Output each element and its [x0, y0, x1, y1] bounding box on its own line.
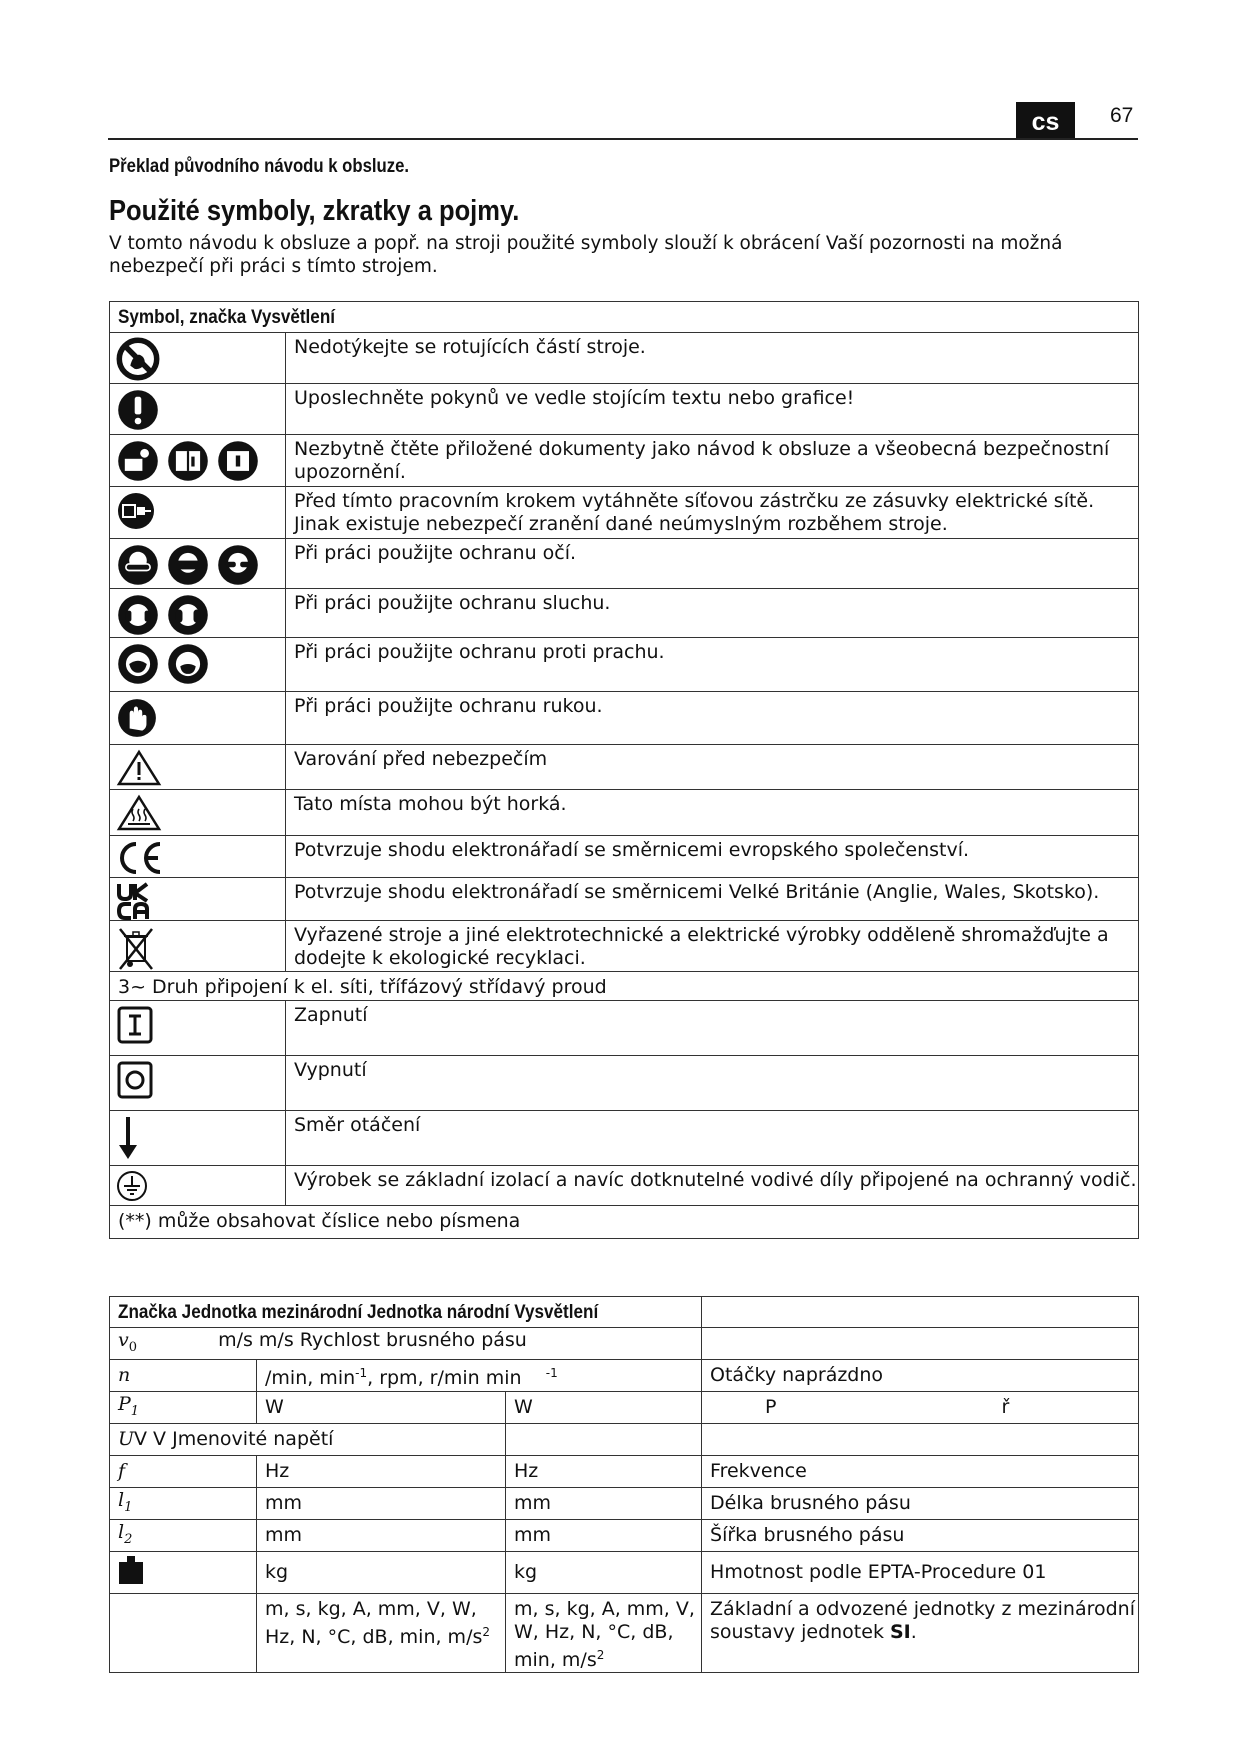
unit-symbol: f [118, 1460, 126, 1482]
page-number: 67 [1110, 104, 1134, 127]
unit-explanation: Základní a odvozené jednotky z mezinárodní soustavy jednotek [710, 1598, 1136, 1643]
table-row [110, 1111, 1139, 1166]
switch-on-icon [116, 1005, 154, 1045]
symbol-description: Zapnutí [286, 1001, 1139, 1056]
unit-symbol: l [118, 1520, 125, 1543]
units-table-header [110, 1297, 1139, 1328]
unit-international: Hz [257, 1456, 506, 1488]
table-row [110, 1056, 1139, 1111]
unit-explanation-a: P [765, 1396, 777, 1418]
symbols-table [109, 301, 1139, 1239]
table-row [110, 1594, 1139, 1673]
weight-icon [118, 1555, 144, 1585]
unit-explanation: Délka brusného pásu [702, 1488, 1139, 1520]
table-row [110, 435, 1139, 487]
hot-surface-icon [116, 794, 162, 832]
table-row [110, 1520, 1139, 1552]
table-row [110, 921, 1139, 972]
table-row [110, 1552, 1139, 1594]
table-row [110, 1360, 1139, 1392]
three-phase-row: 3~ Druh připojení k el. síti, třífázový střídavý proud [110, 972, 1139, 1001]
unit-national: mm [506, 1520, 702, 1552]
goggles-icon [116, 543, 160, 587]
unit-symbol-subscript: 1 [124, 1499, 133, 1515]
unit-explanation-end: . [910, 1621, 917, 1643]
symbol-description: Vypnutí [286, 1056, 1139, 1111]
unit-international: /min, min [265, 1366, 356, 1389]
warning-triangle-icon [116, 749, 162, 787]
symbol-description: Při práci použijte ochranu očí. [286, 539, 1139, 589]
unit-national: kg [506, 1552, 702, 1594]
table-row [110, 333, 1139, 384]
ce-mark-icon [116, 840, 166, 876]
table-row [110, 1166, 1139, 1206]
units-header-text: Značka Jednotka mezinárodní Jednotka národní Vysvětlení [118, 1301, 599, 1323]
language-badge: cs [1016, 102, 1075, 138]
symbol-description: Potvrzuje shodu elektronářadí se směrnicemi Velké Británie (Anglie, Wales, Skotsko). [286, 878, 1139, 921]
symbol-description: Uposlechněte pokynů ve vedle stojícím textu nebo grafice! [286, 384, 1139, 435]
unit-national: mm [506, 1488, 702, 1520]
symbols-header-text: Symbol, značka Vysvětlení [118, 306, 336, 328]
table-row [110, 589, 1139, 638]
protective-earth-icon [116, 1170, 148, 1202]
table-row [110, 745, 1139, 790]
table-row [110, 692, 1139, 745]
exclamation-icon [116, 388, 160, 432]
document-subtitle: Překlad původního návodu k obsluze. [109, 156, 410, 177]
table-row [110, 1488, 1139, 1520]
unit-international: W [257, 1392, 506, 1424]
symbol-description: Před tímto pracovním krokem vytáhněte síťovou zástrčku ze zásuvky elektrické sítě. Jinak existuje nebezpečí zranění dané neúmyslným rozběhem stroje. [286, 487, 1139, 539]
unit-international: mm [257, 1488, 506, 1520]
si-abbreviation: SI [890, 1621, 911, 1643]
table-row [110, 1206, 1139, 1239]
unit-explanation: Šířka brusného pásu [702, 1520, 1139, 1552]
table-row [110, 487, 1139, 539]
symbols-table-header [110, 302, 1139, 333]
unit-symbol: $v_0$ [118, 1328, 138, 1355]
table-row [110, 539, 1139, 589]
symbol-description: Při práci použijte ochranu proti prachu. [286, 638, 1139, 692]
unit-explanation: Hmotnost podle EPTA-Procedure 01 [702, 1552, 1139, 1594]
unplug-icon [116, 491, 156, 531]
unit-international-exponent: -1 [355, 1365, 368, 1380]
table-row [110, 1456, 1139, 1488]
unit-national: m, s, kg, A, mm, V, W, Hz, N, °C, dB, min, m/s [514, 1598, 695, 1671]
header-rule [108, 138, 1138, 140]
ear-protection-icon [166, 593, 210, 637]
unit-symbol: P [118, 1392, 131, 1415]
glasses-icon [216, 543, 260, 587]
unit-international-exponent: 2 [482, 1625, 491, 1639]
table-row [110, 384, 1139, 435]
table-row [110, 790, 1139, 836]
no-touch-rotating-icon [116, 337, 160, 381]
unit-symbol: U [118, 1428, 135, 1450]
face-shield-icon [166, 543, 210, 587]
symbol-description: Směr otáčení [286, 1111, 1139, 1166]
unit-explanation: Frekvence [702, 1456, 1139, 1488]
unit-international: m, s, kg, A, mm, V, W, Hz, N, °C, dB, min, m/s [265, 1598, 483, 1648]
unit-national-exponent: 2 [596, 1648, 605, 1662]
table-row [110, 1001, 1139, 1056]
table-row [110, 1392, 1139, 1424]
unit-row-text: m/s m/s Rychlost brusného pásu [218, 1328, 527, 1351]
table-row [110, 1328, 1139, 1360]
table-row [110, 878, 1139, 921]
unit-row-text: V V Jmenovité napětí [134, 1428, 334, 1450]
table-row [110, 972, 1139, 1001]
symbol-description: Vyřazené stroje a jiné elektrotechnické a elektrické výrobky odděleně shromažďujte a dodejte k ekologické recyklaci. [286, 921, 1139, 972]
unit-international: kg [257, 1552, 506, 1594]
unit-national-exponent: -1 [545, 1365, 558, 1380]
symbol-description: Varování před nebezpečím [286, 745, 1139, 790]
symbols-footnote: (**) může obsahovat číslice nebo písmena [110, 1206, 1139, 1239]
gloves-icon [116, 696, 158, 740]
switch-off-icon [116, 1060, 154, 1100]
intro-paragraph: V tomto návodu k obsluze a popř. na stroji použité symboly slouží k obrácení Vaší pozornosti na možná nebezpečí při práci s tímto strojem. [109, 233, 1063, 277]
dust-mask-icon [116, 642, 160, 686]
unit-international: mm [257, 1520, 506, 1552]
respirator-icon [166, 642, 210, 686]
symbol-description: Tato místa mohou být horká. [286, 790, 1139, 836]
units-table [109, 1296, 1139, 1673]
symbol-description: Při práci použijte ochranu rukou. [286, 692, 1139, 745]
unit-symbol: n [118, 1364, 131, 1386]
unit-symbol: l [118, 1488, 125, 1511]
unit-explanation-b: ř [1001, 1396, 1010, 1418]
unit-symbol-subscript: 2 [124, 1531, 133, 1547]
table-row [110, 1424, 1139, 1456]
symbol-description: Při práci použijte ochranu sluchu. [286, 589, 1139, 638]
unit-symbol-subscript: 1 [130, 1403, 140, 1419]
page-title: Použité symboly, zkratky a pojmy. [109, 195, 520, 227]
info-book-icon [166, 439, 210, 483]
unit-international-rest: , rpm, r/min min [367, 1366, 522, 1389]
ukca-mark-icon [116, 882, 150, 920]
table-row [110, 836, 1139, 878]
weee-bin-icon [116, 925, 156, 971]
symbol-description: Nezbytně čtěte přiložené dokumenty jako návod k obsluze a všeobecná bezpečnostní upozornění. [286, 435, 1139, 487]
table-row [110, 638, 1139, 692]
rotation-arrow-icon [116, 1115, 140, 1161]
symbol-description: Potvrzuje shodu elektronářadí se směrnicemi evropského společenství. [286, 836, 1139, 878]
read-manual-icon [116, 439, 160, 483]
unit-explanation: Otáčky naprázdno [702, 1360, 1139, 1392]
symbol-description: Výrobek se základní izolací a navíc dotknutelné vodivé díly připojené na ochranný vodič. [286, 1166, 1139, 1206]
symbol-description: Nedotýkejte se rotujících částí stroje. [286, 333, 1139, 384]
ear-muffs-icon [116, 593, 160, 637]
unit-national: Hz [506, 1456, 702, 1488]
manual-icon [216, 439, 260, 483]
unit-national: W [506, 1392, 702, 1424]
